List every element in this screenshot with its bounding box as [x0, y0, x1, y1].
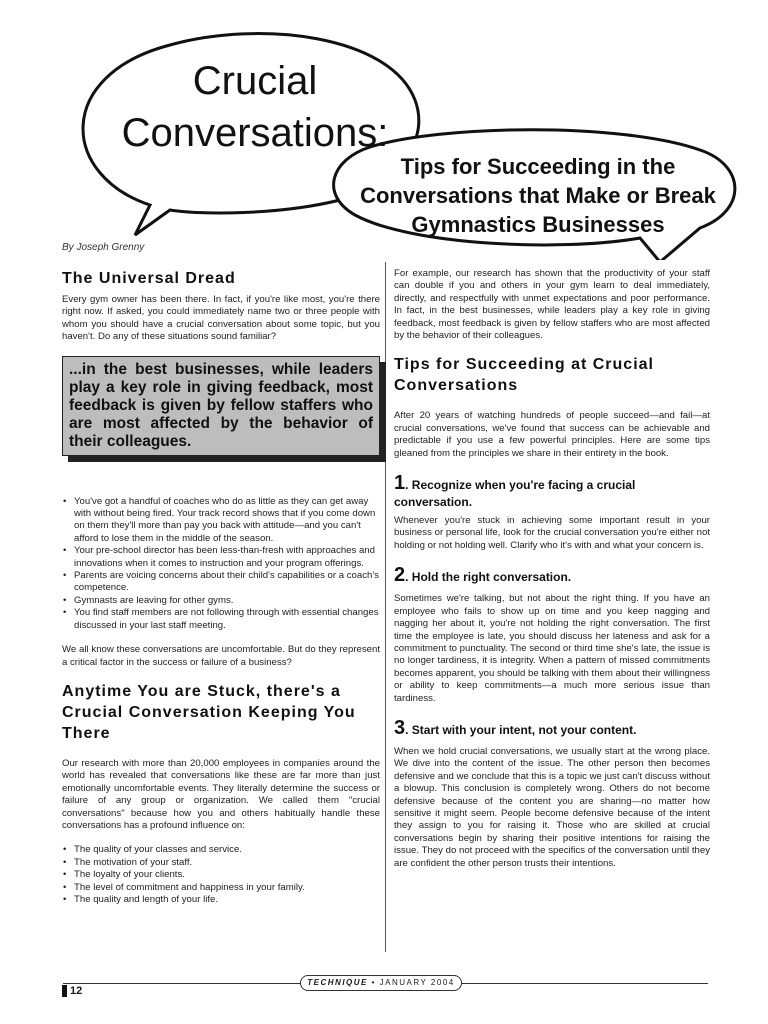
- issue-date: JANUARY 2004: [379, 978, 455, 987]
- tip-text: . Start with your intent, not your content.: [405, 722, 637, 737]
- subtitle-line-2: Conversations that Make or Break: [360, 183, 716, 208]
- list-item: • The quality and length of your life.: [74, 894, 380, 906]
- list-item: • Your pre-school director has been less-than-fresh with approaches and innovations when it comes to instruction and your program offerings.: [74, 545, 380, 570]
- footer-magazine-label: TECHNIQUE • JANUARY 2004: [300, 975, 462, 991]
- page-subtitle: [348, 152, 728, 239]
- body-paragraph: Sometimes we're talking, but not about the right thing. If you have an employee who fails to show up on time and you keep nagging and nagging her about it, you're not holding the right conversation. The first time the employee is late, you should discuss her lateness and ask for a commitment to punctuality. The second or third time she's late, the issue is no longer tardiness, it is integrity. When a pattern of missed commitments becomes apparent, you should be talking with them about their willingness or ability to keep commitments—a much more serious issue than tardiness.: [394, 593, 710, 704]
- body-paragraph: Whenever you're stuck in achieving some important result in your business or personal life, look for the crucial conversation you're either not holding or not holding well. Clarify who it's with and what your concern is.: [394, 515, 710, 551]
- list-item: • You've got a handful of coaches who do as little as they can get away with without being fired. Your track record shows that if you come down on them they'll more than pay you back with attitude—and you can't afford to lose them in the middle of the season.: [74, 496, 380, 546]
- intro-paragraph: Every gym owner has been there. In fact, if you're like most, you're there right now. If asked, you could immediately name two or three people with whom you should have a crucial conversation about some topic, but you haven't. Do any of these situations sound familiar?: [62, 294, 380, 343]
- tip-number: 1: [394, 472, 406, 495]
- page-title: [100, 55, 410, 159]
- magazine-name: TECHNIQUE: [307, 978, 368, 987]
- left-column: [62, 268, 380, 918]
- body-paragraph: After 20 years of watching hundreds of people succeed—and fail—at crucial conversations, we've found that success can be achievable and predictable if you use a few powerful principles. Here are some tips gleaned from the principles we share in their entirety in the book.: [394, 410, 710, 459]
- influence-list: [62, 844, 380, 906]
- list-item: • The level of commitment and happiness in your family.: [74, 882, 380, 894]
- body-paragraph: Our research with more than 20,000 employees in companies around the world has revealed that conversations like these are far more than just emotionally uncomfortable events. They literally determine the success or failure of any group or organization. We called them "crucial conversations" because how you and others habitually handle these conversations has a profound influence on:: [62, 757, 380, 831]
- tip-2-heading: [394, 564, 710, 587]
- heading-universal-dread: The Universal Dread: [62, 270, 236, 287]
- title-line-2: Conversations:: [121, 111, 389, 155]
- body-paragraph: We all know these conversations are uncomfortable. But do they represent a critical factor in the success or failure of a business?: [62, 644, 380, 668]
- list-item: • The motivation of your staff.: [74, 857, 380, 869]
- right-column: [394, 268, 710, 882]
- byline: By Joseph Grenny: [62, 242, 145, 253]
- heading-anytime-stuck: Anytime You are Stuck, there's a Crucial Conversation Keeping You There: [62, 682, 356, 742]
- situations-list: [62, 496, 380, 632]
- page-number: 12: [62, 985, 82, 997]
- list-item: • Parents are voicing concerns about their child's capabilities or a coach's competence.: [74, 570, 380, 595]
- column-divider: [385, 262, 386, 952]
- tip-1-heading: [394, 472, 710, 509]
- list-item: • Gymnasts are leaving for other gyms.: [74, 595, 380, 607]
- tip-text: . Hold the right conversation.: [405, 570, 572, 585]
- tip-3-heading: [394, 717, 710, 740]
- list-item: • The loyalty of your clients.: [74, 869, 380, 881]
- tip-number: 3: [394, 716, 406, 739]
- title-line-1: Crucial: [192, 59, 318, 103]
- tip-text: . Recognize when you're facing a crucial conversation.: [394, 478, 636, 510]
- tip-number: 2: [394, 564, 406, 587]
- body-paragraph: When we hold crucial conversations, we usually start at the wrong place. We dive into the content of the issue. The other person then becomes defensive and we conclude that this is a topic we just can't discuss without a blowup. This conclusion is completely wrong. Others do not become defensive because of the content you are sharing—no matter how sensitive it might seem. People become defensive because of the intent they assign to you for raising it. Those who are skilled at crucial conversations begin by sharing their positive intentions for raising the issue. They do not proceed with the specifics of the conversation until they are confident the other person trusts their intentions.: [394, 745, 710, 869]
- list-item: • You find staff members are not following through with essential changes discussed in your last staff meeting.: [74, 607, 380, 632]
- subtitle-line-1: Tips for Succeeding in the: [400, 154, 676, 179]
- heading-tips: Tips for Succeeding at Crucial Conversations: [394, 356, 654, 395]
- body-paragraph: For example, our research has shown that the productivity of your staff can double if you and others in your gym learn to deal immediately, directly, and respectfully with unmet expectations and poor performance. In fact, in the best businesses, while leaders play a key role in giving feedback, most feedback is given by fellow staffers who are most affected by the behavior of their colleagues.: [394, 268, 710, 342]
- list-item: • The quality of your classes and service.: [74, 844, 380, 856]
- subtitle-line-3: Gymnastics Businesses: [411, 212, 665, 237]
- pull-quote: ...in the best businesses, while leaders play a key role in giving feedback, most feedback is given by fellow staffers who are most affected by the behavior of their colleagues.: [62, 356, 380, 456]
